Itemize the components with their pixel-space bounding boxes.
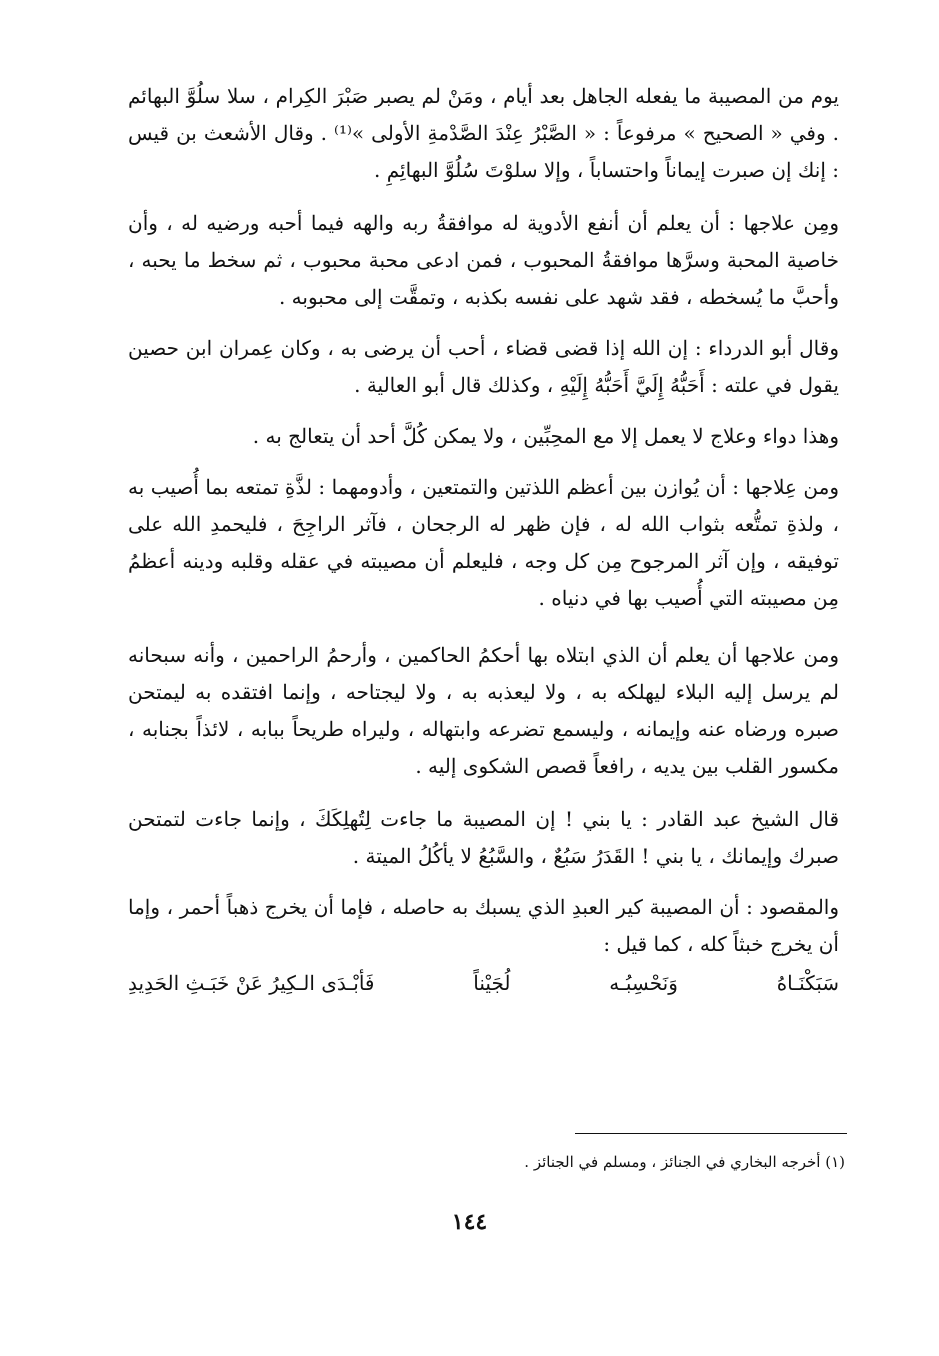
- verse-part-1: سَبَكْنَـاهُ: [776, 971, 839, 995]
- verse-part-3: لُجَيْناً: [473, 971, 511, 995]
- verse-part-2: وَنَحْسِبُـه: [609, 971, 678, 995]
- page-number: ١٤٤: [451, 1209, 488, 1235]
- paragraph-5: ومن عِلاجها : أن يُوازن بين أعظم اللذتين والتمتعين ، وأدومهما : لذَّةِ تمتعه بما أُصيب به ، ولذةِ تمتُّعه بثواب الله له ، فإن ظهر له الرجحان ، فآثر الراجِحَ ، فليحمدِ الله على توفيقه ، وإن آثر المرجوح مِن كل وجه ، فليعلم أن مصيبته في عقله وقلبه ودينه أعظمُ مِن مصيبته التي أُصيب بها في دنياه .: [128, 475, 839, 610]
- footnote: (١) أخرجه البخاري في الجنائز ، ومسلم في الجنائز .: [524, 1153, 845, 1171]
- paragraph-8: والمقصود : أن المصيبة كير العبدِ الذي يسبك به حاصله ، فإما أن يخرج ذهباً أحمر ، وإما أن يخرج خبثاً كله ، كما قيل :: [128, 895, 839, 956]
- footnote-divider: [575, 1133, 847, 1134]
- paragraph-1: يوم من المصيبة ما يفعله الجاهل بعد أيام ، ومَنْ لم يصبر صَبْرَ الكِرام ، سلا سلُوَّ البهائم . وفي « الصحيح » مرفوعاً : « الصَّبْرُ عِنْدَ الصَّدْمةِ الأولى »⁽¹⁾ . وقال الأشعث بن قيس : إنك إن صبرت إيماناً واحتساباً ، وإلا سلوْتَ سُلُوَّ البهائِمِ .: [128, 84, 839, 182]
- paragraph-6: ومن علاجها أن يعلم أن الذي ابتلاه بها أحكمُ الحاكمين ، وأرحمُ الراحمين ، وأنه سبحانه لم يرسل إليه البلاء ليهلكه به ، ولا ليعذبه به ، ولا ليجتاحه ، وإنما افتقده به ليمتحن صبره ورضاه عنه وإيمانه ، وليسمع تضرعه وابتهاله ، وليراه طريحاً ببابه ، لائذاً بجنابه ، مكسور القلب بين يديه ، رافعاً قصص الشكوى إليه .: [128, 643, 840, 778]
- paragraph-7: قال الشيخ عبد القادر : يا بني ! إن المصيبة ما جاءت لِتُهلِكَكَ ، وإنما جاءت لتمتحن صبرك وإيمانك ، يا بني ! القَدَرُ سَبُعٌ ، والسَّبُعُ لا يأكُلُ الميتة .: [128, 807, 839, 868]
- paragraph-2: ومِن علاجها : أن يعلم أن أنفع الأدوية له موافقةُ ربه والهه فيما أحبه ورضيه له ، وأن خاصية المحبة وسرَّها موافقةُ المحبوب ، فمن ادعى محبة محبوب ، ثم سخط ما يحبه ، وأحبَّ ما يُسخطه ، فقد شهد على نفسه بكذبه ، وتمقَّت إلى محبوبه .: [128, 211, 839, 309]
- poetry-verse: [128, 965, 839, 1002]
- verse-part-4: فَأبْـدَى الـكِيرُ عَنْ خَبَـثِ الحَدِيدِ: [128, 971, 375, 995]
- body-text: [128, 78, 839, 1002]
- paragraph-4: وهذا دواء وعلاج لا يعمل إلا مع المحِبِّين ، ولا يمكن كُلَّ أحد أن يتعالج به .: [252, 424, 839, 448]
- paragraph-3: وقال أبو الدرداء : إن الله إذا قضى قضاء ، أحب أن يرضى به ، وكان عِمران ابن حصين يقول في علته : أَحَبُّهُ إِلَيَّ أَحَبُّهُ إِلَيْهِ ، وكذلك قال أبو العالية .: [128, 336, 839, 397]
